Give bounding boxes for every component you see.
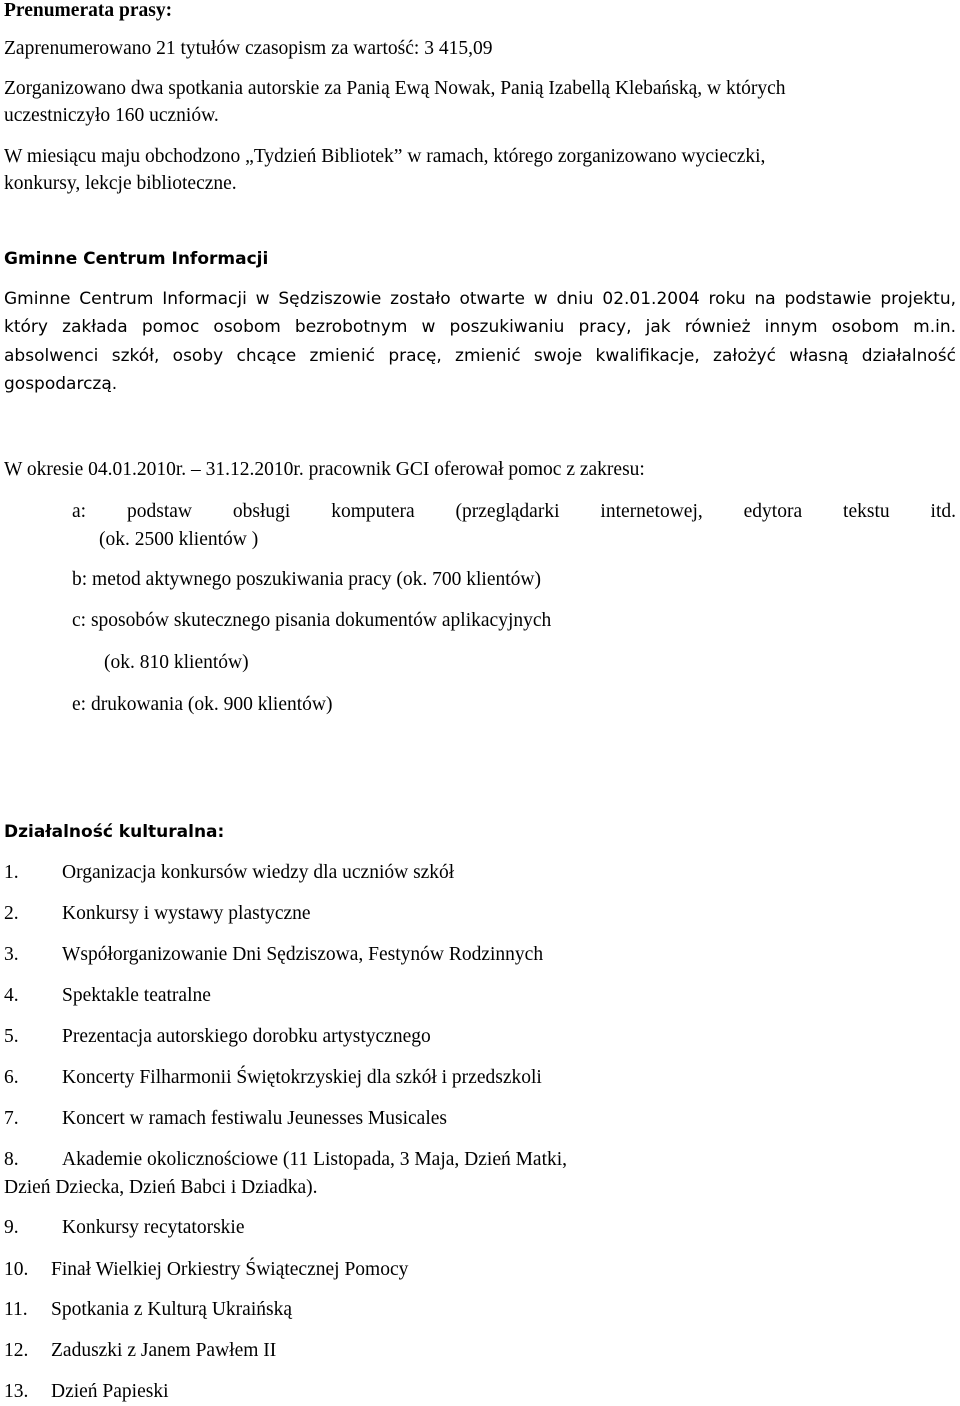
paragraph-line: Zorganizowano dwa spotkania autorskie za Panią Ewą Nowak, Panią Izabellą Klebańską, w których <box>4 78 786 99</box>
list-item: 9. Konkursy recytatorskie <box>4 1217 245 1238</box>
list-item: 4. Spektakle teatralne <box>4 985 211 1006</box>
help-item-a-count: (ok. 2500 klientów ) <box>99 529 259 550</box>
list-item: 13. Dzień Papieski <box>4 1381 169 1402</box>
paragraph-line: uczestniczyło 160 uczniów. <box>4 105 219 126</box>
paragraph-line: gospodarczą. <box>4 374 118 394</box>
paragraph-line: który zakłada pomoc osobom bezrobotnym w poszukiwaniu pracy, jak również innym osobom m.in. <box>4 317 956 337</box>
section-heading-kultura: Działalność kulturalna: <box>4 822 225 842</box>
section-heading-prenumerata: Prenumerata prasy: <box>4 0 173 21</box>
paragraph-line: konkursy, lekcje biblioteczne. <box>4 173 237 194</box>
list-item: 5. Prezentacja autorskiego dorobku artystycznego <box>4 1026 431 1047</box>
help-item-a: a: podstaw obsługi komputera (przeglądarki internetowej, edytora tekstu itd. <box>72 501 956 522</box>
help-item-c: c: sposobów skutecznego pisania dokumentów aplikacyjnych <box>72 610 552 631</box>
paragraph-line: absolwenci szkół, osoby chcące zmienić pracę, zmienić swoje kwalifikacje, założyć własną działalność <box>4 346 956 366</box>
help-item-b: b: metod aktywnego poszukiwania pracy (ok. 700 klientów) <box>72 569 541 590</box>
list-item: 6. Koncerty Filharmonii Świętokrzyskiej dla szkół i przedszkoli <box>4 1067 542 1088</box>
list-item: 10. Finał Wielkiej Orkiestry Świątecznej Pomocy <box>4 1259 409 1280</box>
paragraph-line: Gminne Centrum Informacji w Sędziszowie zostało otwarte w dniu 02.01.2004 roku na podstawie projektu, <box>4 289 956 309</box>
list-item: 12. Zaduszki z Janem Pawłem II <box>4 1340 277 1361</box>
list-item: 8. Akademie okolicznościowe (11 Listopada, 3 Maja, Dzień Matki, <box>4 1149 568 1170</box>
list-item: 11. Spotkania z Kulturą Ukraińską <box>4 1299 292 1320</box>
period-line: W okresie 04.01.2010r. – 31.12.2010r. pracownik GCI oferował pomoc z zakresu: <box>4 459 645 480</box>
list-item: 1. Organizacja konkursów wiedzy dla uczniów szkół <box>4 862 455 883</box>
paragraph-line: W miesiącu maju obchodzono „Tydzień Bibliotek” w ramach, którego zorganizowano wycieczki, <box>4 146 766 167</box>
help-item-c-count: (ok. 810 klientów) <box>104 652 249 673</box>
list-item-continuation: Dzień Dziecka, Dzień Babci i Dziadka). <box>4 1177 318 1198</box>
help-item-e: e: drukowania (ok. 900 klientów) <box>72 694 333 715</box>
paragraph-line: Zaprenumerowano 21 tytułów czasopism za wartość: 3 415,09 <box>4 38 493 59</box>
list-item: 2. Konkursy i wystawy plastyczne <box>4 903 311 924</box>
section-heading-gci: Gminne Centrum Informacji <box>4 249 269 269</box>
list-item: 7. Koncert w ramach festiwalu Jeunesses Musicales <box>4 1108 448 1129</box>
list-item: 3. Współorganizowanie Dni Sędziszowa, Festynów Rodzinnych <box>4 944 544 965</box>
